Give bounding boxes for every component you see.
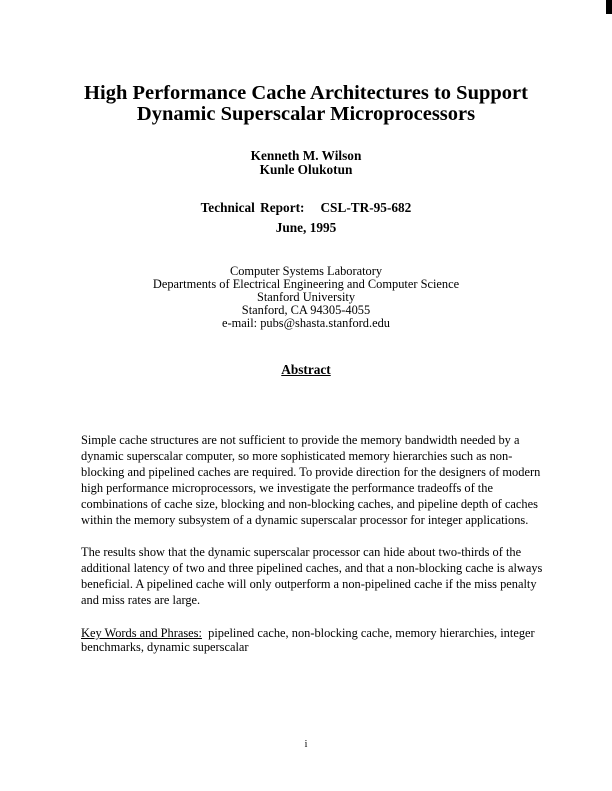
para2-line: The results show that the dynamic superscalar processor can hide about two-thirds of the xyxy=(81,545,522,559)
affiliation-email: e-mail: pubs@shasta.stanford.edu xyxy=(222,316,390,330)
report-label: Technical Report: xyxy=(200,200,305,215)
report-date: June, 1995 xyxy=(275,220,337,235)
abstract-heading xyxy=(0,362,612,378)
para1-line: Simple cache structures are not sufficient to provide the memory bandwidth needed by a xyxy=(81,433,520,447)
para1-line: within the memory subsystem of a dynamic superscalar processor for integer applications. xyxy=(81,513,529,527)
para2-line: and miss rates are large. xyxy=(81,593,201,607)
title-line-2: Dynamic Superscalar Microprocessors xyxy=(136,103,476,125)
scan-mark xyxy=(606,0,612,14)
affiliation-lab: Computer Systems Laboratory xyxy=(229,264,383,278)
para2-line: beneficial. A pipelined cache will only outperform a non-pipelined cache if the miss penalty xyxy=(81,577,537,591)
para1-line: dynamic superscalar computer, so more sophisticated memory hierarchies such as non- xyxy=(81,449,513,463)
abstract-heading-text: Abstract xyxy=(281,362,331,377)
author-2: Kunle Olukotun xyxy=(259,162,353,177)
affiliation-address: Stanford, CA 94305-4055 xyxy=(241,303,371,317)
report-number: CSL-TR-95-682 xyxy=(320,200,412,215)
para1-line: blocking and pipelined caches are required. To provide direction for the designers of modern xyxy=(81,465,541,479)
keywords-line-2: benchmarks, dynamic superscalar xyxy=(81,640,249,654)
keywords-label: Key Words and Phrases: xyxy=(81,626,202,640)
page-number: i xyxy=(304,739,308,750)
keywords-text: pipelined cache, non-blocking cache, memory hierarchies, integer xyxy=(201,626,535,640)
title-line-1: High Performance Cache Architectures to Support xyxy=(84,82,528,104)
keywords-line-1 xyxy=(81,626,535,641)
para2-line: additional latency of two and three pipelined caches, and that a non-blocking cache is always xyxy=(81,561,543,575)
author-1: Kenneth M. Wilson xyxy=(250,148,362,163)
para1-line: high performance microprocessors, we investigate the performance tradeoffs of the xyxy=(81,481,493,495)
affiliation-dept: Departments of Electrical Engineering and Computer Science xyxy=(152,277,460,291)
technical-report xyxy=(0,200,612,216)
para1-line: combinations of cache size, blocking and non-blocking caches, and pipeline depth of caches xyxy=(81,497,538,511)
affiliation-university: Stanford University xyxy=(256,290,356,304)
